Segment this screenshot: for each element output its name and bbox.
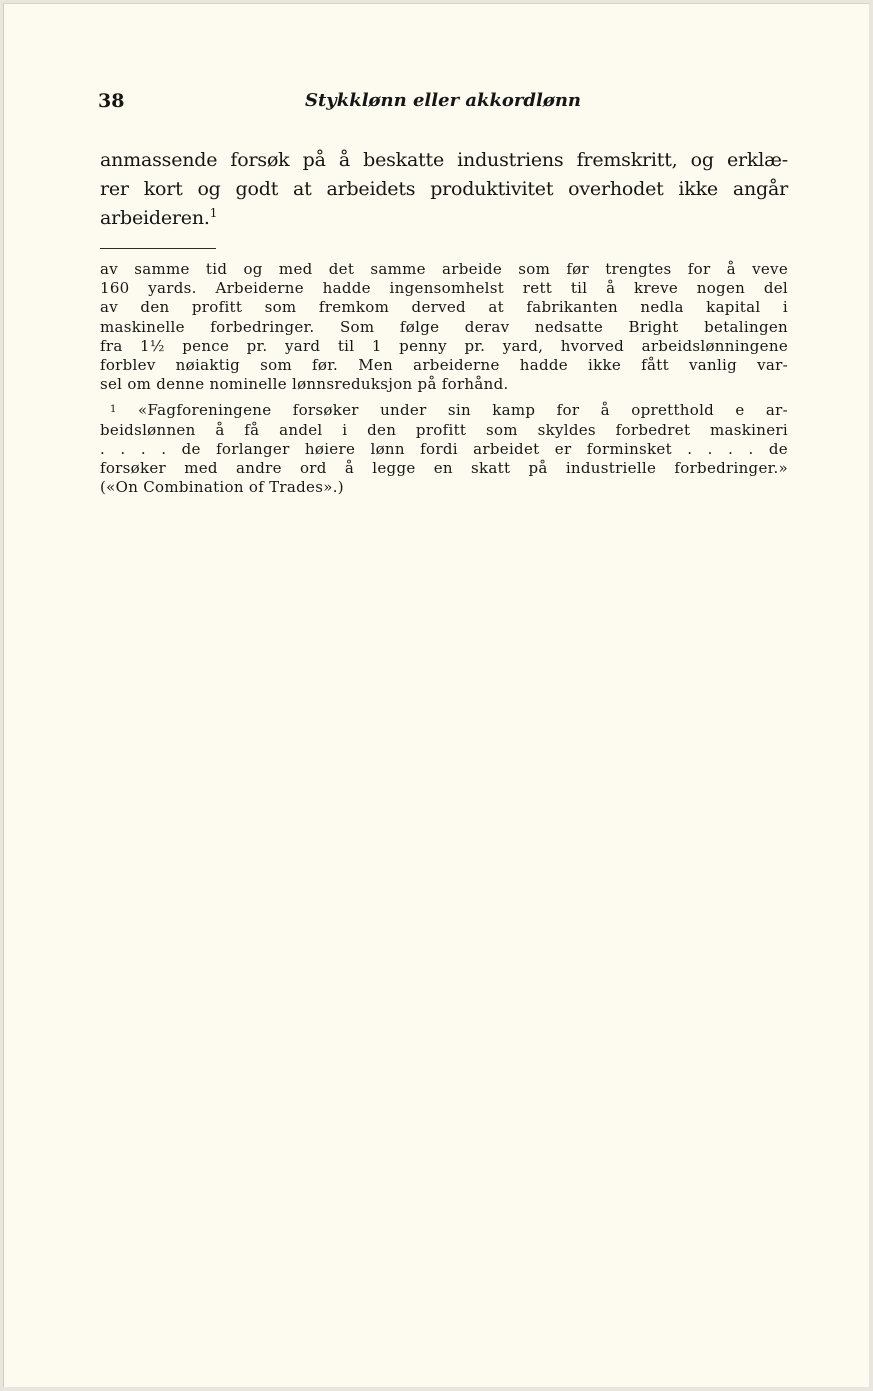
footnote-line: fra 1½ pence pr. yard til 1 penny pr. yard, hvorved arbeidslønningene <box>100 336 788 355</box>
book-page <box>3 3 869 1387</box>
footnote-line: . . . . de forlanger høiere lønn fordi arbeidet er forminsket . . . . de <box>100 439 788 458</box>
footnote-1 <box>100 400 788 497</box>
footnote-line: sel om denne nominelle lønnsreduksjon på forhånd. <box>100 375 509 394</box>
footnote-divider <box>100 248 216 249</box>
page-header <box>98 90 788 120</box>
footnote-line: («On Combination of Trades».) <box>100 478 344 497</box>
running-title: Stykklønn eller akkordlønn <box>304 90 582 111</box>
footnote-reference: 1 <box>209 206 218 220</box>
footnotes-area <box>100 260 788 497</box>
footnote-marker: 1 <box>110 404 117 416</box>
continued-footnote <box>100 260 788 394</box>
footnote-line: maskinelle forbedringer. Som følge derav nedsatte Bright betalingen <box>100 317 788 336</box>
footnote-line: av den profitt som fremkom derved at fabrikanten nedla kapital i <box>100 298 788 317</box>
footnote-line: forblev nøiaktig som før. Men arbeiderne hadde ikke fått vanlig var- <box>100 356 788 375</box>
main-text-line: anmassende forsøk på å beskatte industriens fremskritt, og erklæ- <box>100 149 788 171</box>
footnote-line: av samme tid og med det samme arbeide som før trengtes for å veve <box>100 260 788 278</box>
footnote-first-line <box>100 400 788 420</box>
footnote-first-line-text: «Fagforeningene forsøker under sin kamp for å opretthold e ar- <box>138 401 788 420</box>
page-number: 38 <box>98 90 125 112</box>
footnote-line: 160 yards. Arbeiderne hadde ingensomhelst rett til å kreve nogen del <box>100 279 788 298</box>
main-text-line-end: arbeideren. <box>100 207 210 229</box>
footnote-line: forsøker med andre ord å legge en skatt på industrielle forbedringer.» <box>100 459 788 478</box>
main-text-line <box>100 204 788 233</box>
footnote-line: beidslønnen å få andel i den profitt som skyldes forbedret maskineri <box>100 420 788 439</box>
main-text-line: rer kort og godt at arbeidets produktivitet overhodet ikke angår <box>100 178 788 200</box>
main-paragraph <box>100 146 788 233</box>
